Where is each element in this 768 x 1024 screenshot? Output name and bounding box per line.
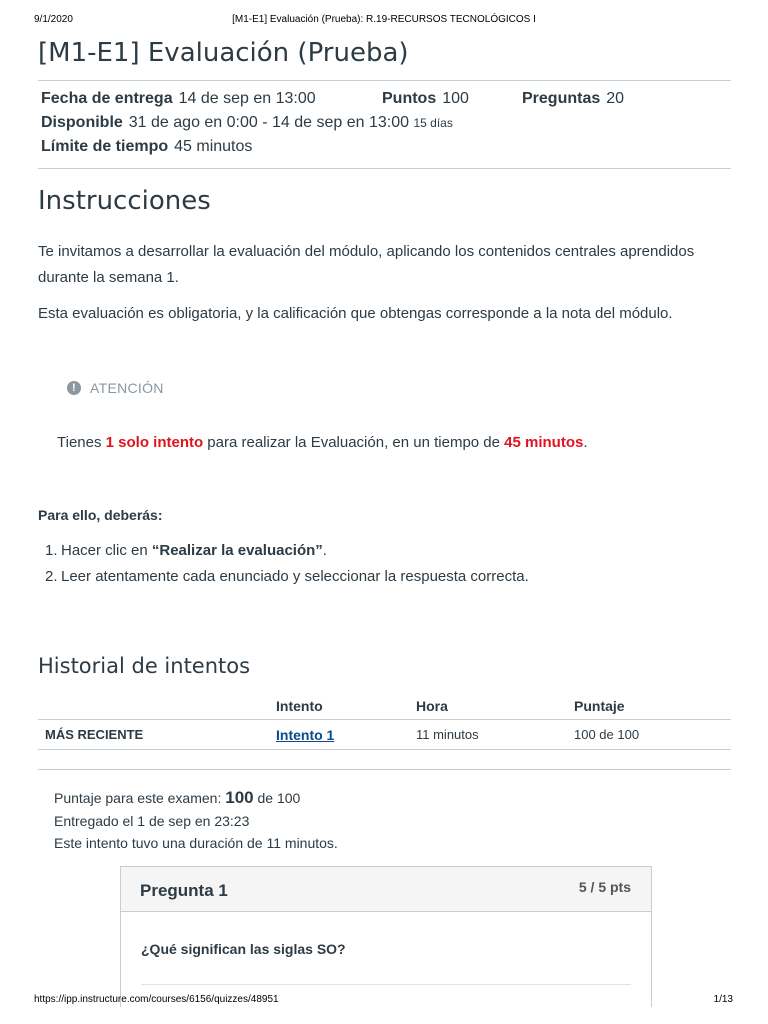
attempt-count: 1 solo intento (105, 434, 204, 451)
question-header (121, 867, 651, 912)
row-label: MÁS RECIENTE (45, 727, 144, 742)
attempt-notice (57, 430, 731, 456)
alert-icon: ! (67, 381, 81, 395)
available-value: 31 de ago en 0:00 - 14 de sep en 13:00 (128, 114, 410, 131)
instructions-paragraph: Te invitamos a desarrollar la evaluación del módulo, aplicando los contenidos centrales aprendidos durante la semana 1. (38, 243, 695, 286)
attention-label: ATENCIÓN (90, 380, 164, 396)
print-url: https://ipp.instructure.com/courses/6156/quizzes/48951 (34, 994, 279, 1005)
score-value: 100 (225, 788, 254, 807)
steps-list (45, 538, 529, 590)
time-limit-value: 45 minutos (174, 138, 253, 155)
attempt-text: Tienes (57, 434, 106, 451)
question-title: Pregunta 1 (140, 881, 228, 900)
points-value: 100 (442, 90, 469, 107)
print-page-title: [M1-E1] Evaluación (Prueba): R.19-RECURSOS TECNOLÓGICOS I (232, 14, 536, 25)
question-points: 5 / 5 pts (578, 879, 631, 895)
steps-intro: Para ello, deberás: (38, 507, 163, 523)
step-text: . (322, 542, 327, 559)
divider (38, 769, 731, 770)
question-card (120, 866, 652, 1007)
instructions-heading: Instrucciones (38, 186, 211, 216)
time-limit-label: Límite de tiempo (41, 138, 169, 155)
due-date-label: Fecha de entrega (41, 90, 173, 107)
submitted-text: Entregado el 1 de sep en 23:23 (54, 813, 250, 829)
step-text: Hacer clic en (61, 542, 152, 559)
question-text: ¿Qué significan las siglas SO? (141, 941, 346, 957)
page-number: 1/13 (713, 994, 733, 1005)
table-divider (38, 719, 731, 720)
list-item (45, 538, 529, 564)
history-heading: Historial de intentos (38, 654, 251, 678)
attempts-table (38, 698, 731, 750)
duration-text: Este intento tuvo una duración de 11 minutos. (54, 835, 338, 851)
attempt-time: 11 minutos (416, 727, 479, 742)
available-days: 15 días (413, 116, 453, 130)
step-number: 1. (45, 542, 58, 559)
instructions-paragraph: Esta evaluación es obligatoria, y la calificación que obtengas corresponde a la nota del módulo. (38, 305, 673, 322)
list-item (45, 564, 529, 590)
attempt-time: 45 minutos (504, 434, 584, 451)
step-number: 2. (45, 568, 58, 585)
question-divider (141, 984, 631, 985)
score-text: de 100 (253, 790, 301, 806)
attempt-score: 100 de 100 (574, 727, 640, 742)
step-text: Leer atentamente cada enunciado y seleccionar la respuesta correcta. (61, 568, 529, 585)
points-label: Puntos (382, 90, 437, 107)
attention-notice (67, 380, 164, 396)
score-text: Puntaje para este examen: (54, 790, 226, 806)
column-header-attempt: Intento (276, 698, 323, 714)
questions-value: 20 (606, 90, 625, 107)
score-line (54, 788, 300, 808)
table-divider (38, 749, 731, 750)
page-title: [M1-E1] Evaluación (Prueba) (38, 38, 409, 68)
print-header (34, 14, 730, 30)
divider (38, 168, 731, 169)
attempt-text: para realizar la Evaluación, en un tiempo de (203, 434, 505, 451)
available-label: Disponible (41, 114, 123, 131)
due-date-value: 14 de sep en 13:00 (178, 90, 316, 107)
attempt-link[interactable]: Intento 1 (276, 727, 335, 743)
column-header-time: Hora (416, 698, 448, 714)
print-date: 9/1/2020 (34, 14, 73, 25)
step-emphasis: “Realizar la evaluación” (151, 542, 323, 559)
divider (38, 80, 731, 81)
attempt-text: . (583, 434, 588, 451)
questions-label: Preguntas (522, 90, 601, 107)
column-header-score: Puntaje (574, 698, 625, 714)
